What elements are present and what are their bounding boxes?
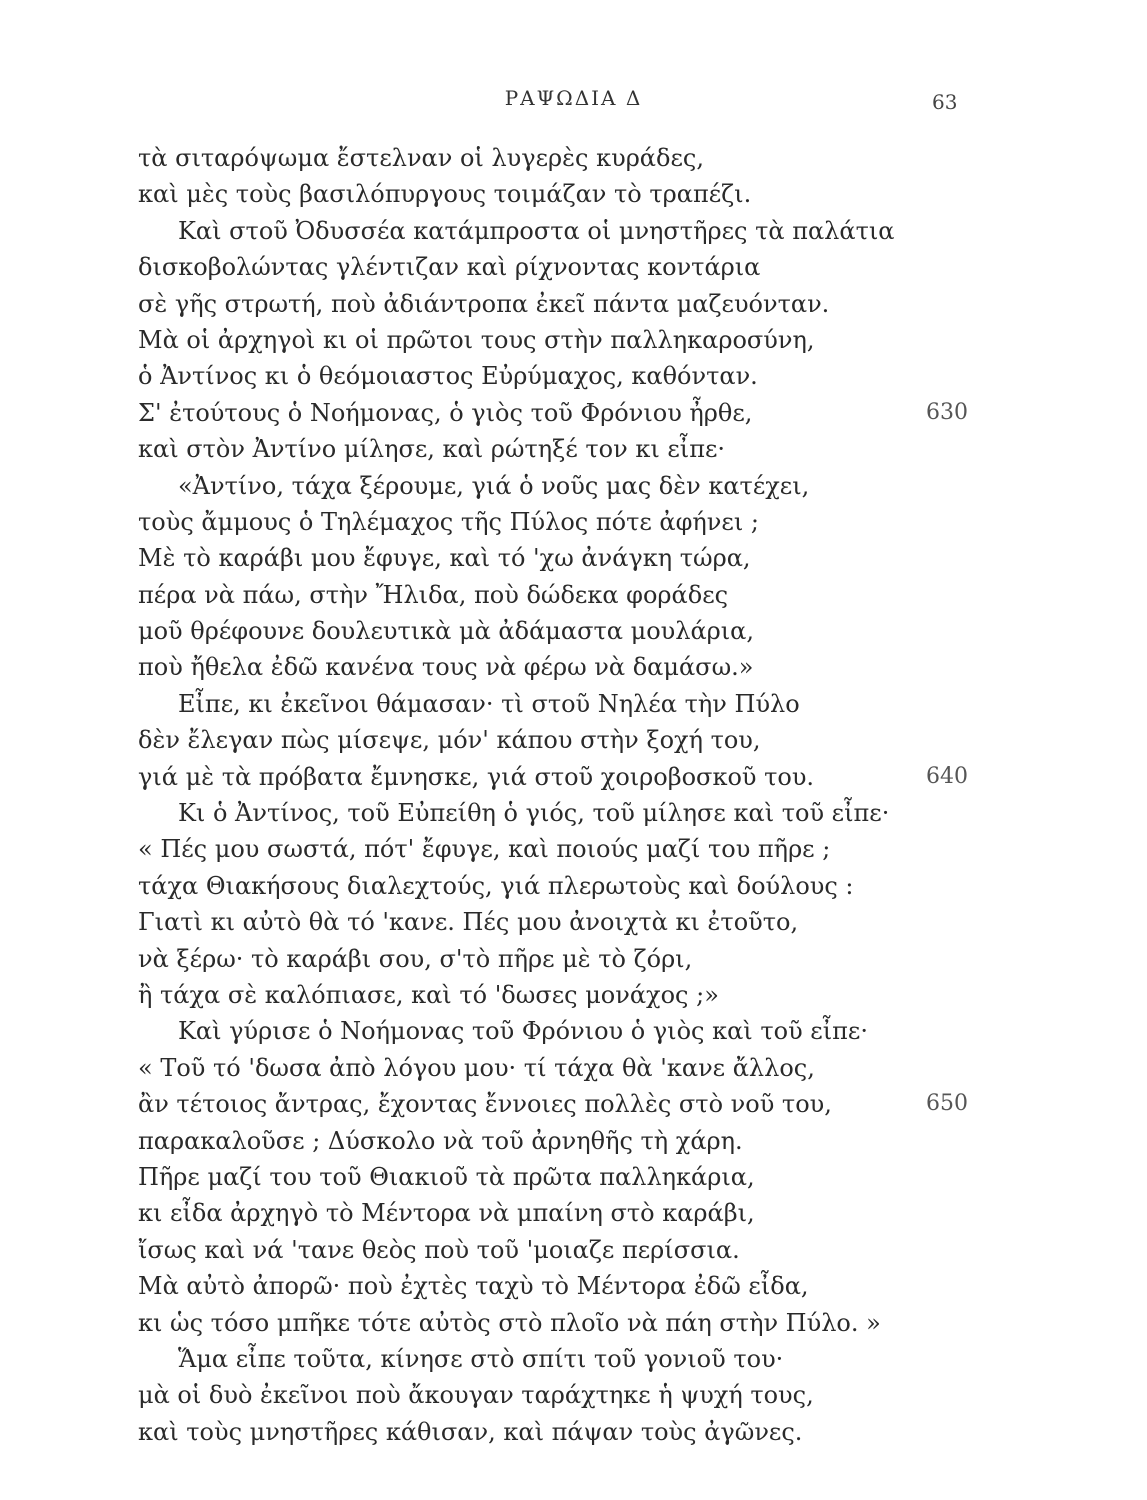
verse-line: [138, 249, 968, 285]
verse-line: [138, 286, 968, 322]
verse-line: [138, 140, 968, 176]
verse-line: [138, 1050, 968, 1086]
verse-line-text: Μὰ αὐτὸ ἀπορῶ· ποὺ ἐχτὲς ταχὺ τὸ Μέντορα ἐδῶ εἶδα,: [138, 1272, 809, 1301]
verse-line: [138, 1268, 968, 1304]
verse-line: [138, 322, 968, 358]
verse-line: [138, 1013, 968, 1049]
verse-text: [138, 140, 968, 1450]
verse-line-text: γιά μὲ τὰ πρόβατα ἔμνησκε, γιά στοῦ χοιροβοσκοῦ του.: [138, 762, 815, 791]
verse-line: [138, 795, 968, 831]
verse-line: [138, 613, 968, 649]
line-number: 640: [926, 763, 968, 789]
verse-line-text: ὁ Ἀντίνος κι ὁ θεόμοιαστος Εὐρύμαχος, καθόνταν.: [138, 362, 758, 391]
verse-line-text: σὲ γῆς στρωτή, ποὺ ἀδιάντροπα ἐκεῖ πάντα μαζευόνταν.: [138, 289, 830, 318]
verse-line-text: Καὶ γύρισε ὁ Νοήμονας τοῦ Φρόνιου ὁ γιὸς καὶ τοῦ εἶπε·: [178, 1017, 868, 1046]
verse-line-text: κι ὡς τόσο μπῆκε τότε αὐτὸς στὸ πλοῖο νὰ πάη στὴν Πύλο. »: [138, 1308, 881, 1337]
verse-line: [138, 1377, 968, 1413]
verse-line: [138, 540, 968, 576]
verse-line-text: « Πές μου σωστά, πότ' ἔφυγε, καὶ ποιούς μαζί του πῆρε ;: [138, 835, 831, 864]
verse-line: [138, 759, 968, 795]
verse-line-text: τάχα Θιακήσους διαλεχτούς, γιά πλερωτοὺς καὶ δούλους :: [138, 871, 854, 900]
verse-line-text: ἴσως καὶ νά 'τανε θεὸς ποὺ τοῦ 'μοιαζε περίσσια.: [138, 1235, 740, 1264]
verse-line: [138, 904, 968, 940]
line-number: 650: [926, 1091, 968, 1117]
verse-line-text: ποὺ ἤθελα ἐδῶ κανένα τους νὰ φέρω νὰ δαμάσω.»: [138, 653, 754, 682]
verse-line-text: « Τοῦ τό 'δωσα ἀπὸ λόγου μου· τί τάχα θὰ 'κανε ἄλλος,: [138, 1053, 815, 1082]
verse-line-text: πέρα νὰ πάω, στὴν Ἤλιδα, ποὺ δώδεκα φοράδες: [138, 580, 729, 609]
verse-line-text: μοῦ θρέφουνε δουλευτικὰ μὰ ἀδάμαστα μουλάρια,: [138, 617, 755, 646]
verse-line-text: Πῆρε μαζί του τοῦ Θιακιοῦ τὰ πρῶτα παλληκάρια,: [138, 1162, 755, 1191]
verse-line: [138, 1159, 968, 1195]
verse-line: [138, 577, 968, 613]
verse-line: [138, 176, 968, 212]
verse-line: [138, 1232, 968, 1268]
verse-line-text: καὶ μὲς τοὺς βασιλόπυργους τοιμάζαν τὸ τραπέζι.: [138, 180, 752, 209]
verse-line: [138, 468, 968, 504]
verse-line-text: τὰ σιταρόψωμα ἔστελναν οἱ λυγερὲς κυράδες,: [138, 144, 704, 172]
verse-line: [138, 977, 968, 1013]
verse-line: [138, 431, 968, 467]
running-head: ΡΑΨΩΔΙΑ Δ: [504, 86, 643, 110]
verse-line-text: Κι ὁ Ἀντίνος, τοῦ Εὐπείθη ὁ γιός, τοῦ μίλησε καὶ τοῦ εἶπε·: [178, 799, 890, 828]
verse-line-text: Καὶ στοῦ Ὀδυσσέα κατάμπροστα οἱ μνηστῆρες τὰ παλάτια: [178, 216, 895, 245]
verse-line-text: Μὲ τὸ καράβι μου ἔφυγε, καὶ τό 'χω ἀνάγκη τώρα,: [138, 544, 751, 573]
verse-line: [138, 213, 968, 249]
verse-line: [138, 395, 968, 431]
verse-line-text: κι εἶδα ἀρχηγὸ τὸ Μέντορα νὰ μπαίνη στὸ καράβι,: [138, 1199, 755, 1228]
verse-line: [138, 649, 968, 685]
verse-line-text: ἢ τάχα σὲ καλόπιασε, καὶ τό 'δωσες μονάχος ;»: [138, 980, 719, 1009]
verse-line-text: Γιατὶ κι αὐτὸ θὰ τό 'κανε. Πές μου ἀνοιχτὰ κι ἐτοῦτο,: [138, 908, 799, 937]
verse-line-text: μὰ οἱ δυὸ ἐκεῖνοι ποὺ ἄκουγαν ταράχτηκε ἡ ψυχή τους,: [138, 1381, 814, 1410]
verse-line: [138, 686, 968, 722]
verse-line-text: καὶ τοὺς μνηστῆρες κάθισαν, καὶ πάψαν τοὺς ἀγῶνες.: [138, 1417, 803, 1446]
verse-line-text: Ἅμα εἶπε τοῦτα, κίνησε στὸ σπίτι τοῦ γονιοῦ του·: [178, 1344, 784, 1373]
verse-line-text: Σ' ἐτούτους ὁ Νοήμονας, ὁ γιὸς τοῦ Φρόνιου ἦρθε,: [138, 398, 753, 427]
page-number: 63: [932, 90, 958, 114]
verse-line-text: Μὰ οἱ ἀρχηγοὶ κι οἱ πρῶτοι τους στὴν παλληκαροσύνη,: [138, 325, 815, 354]
verse-line: [138, 504, 968, 540]
verse-line-text: «Ἀντίνο, τάχα ξέρουμε, γιά ὁ νοῦς μας δὲν κατέχει,: [178, 471, 810, 500]
verse-line: [138, 868, 968, 904]
line-number: 630: [926, 399, 968, 425]
verse-line: [138, 1414, 968, 1450]
verse-line-text: δὲν ἔλεγαν πὼς μίσεψε, μόν' κάπου στὴν ξοχή του,: [138, 726, 761, 755]
verse-line: [138, 358, 968, 394]
verse-line: [138, 1086, 968, 1122]
verse-line-text: τοὺς ἄμμους ὁ Τηλέμαχος τῆς Πύλος πότε ἀφήνει ;: [138, 507, 759, 536]
verse-line: [138, 831, 968, 867]
verse-line-text: παρακαλοῦσε ; Δύσκολο νὰ τοῦ ἀρνηθῆς τὴ χάρη.: [138, 1126, 743, 1155]
verse-line: [138, 941, 968, 977]
verse-line: [138, 1195, 968, 1231]
verse-line: [138, 722, 968, 758]
verse-line-text: δισκοβολώντας γλέντιζαν καὶ ρίχνοντας κοντάρια: [138, 253, 761, 282]
verse-line: [138, 1305, 968, 1341]
verse-line: [138, 1123, 968, 1159]
verse-line-text: Εἶπε, κι ἐκεῖνοι θάμασαν· τὶ στοῦ Νηλέα τὴν Πύλο: [178, 689, 800, 718]
verse-line-text: ἂν τέτοιος ἄντρας, ἔχοντας ἔννοιες πολλὲς στὸ νοῦ του,: [138, 1090, 832, 1119]
verse-line: [138, 1341, 968, 1377]
verse-line-text: νὰ ξέρω· τὸ καράβι σου, σ'τὸ πῆρε μὲ τὸ ζόρι,: [138, 944, 693, 973]
verse-line-text: καὶ στὸν Ἀντίνο μίλησε, καὶ ρώτηξέ τον κι εἶπε·: [138, 435, 726, 464]
